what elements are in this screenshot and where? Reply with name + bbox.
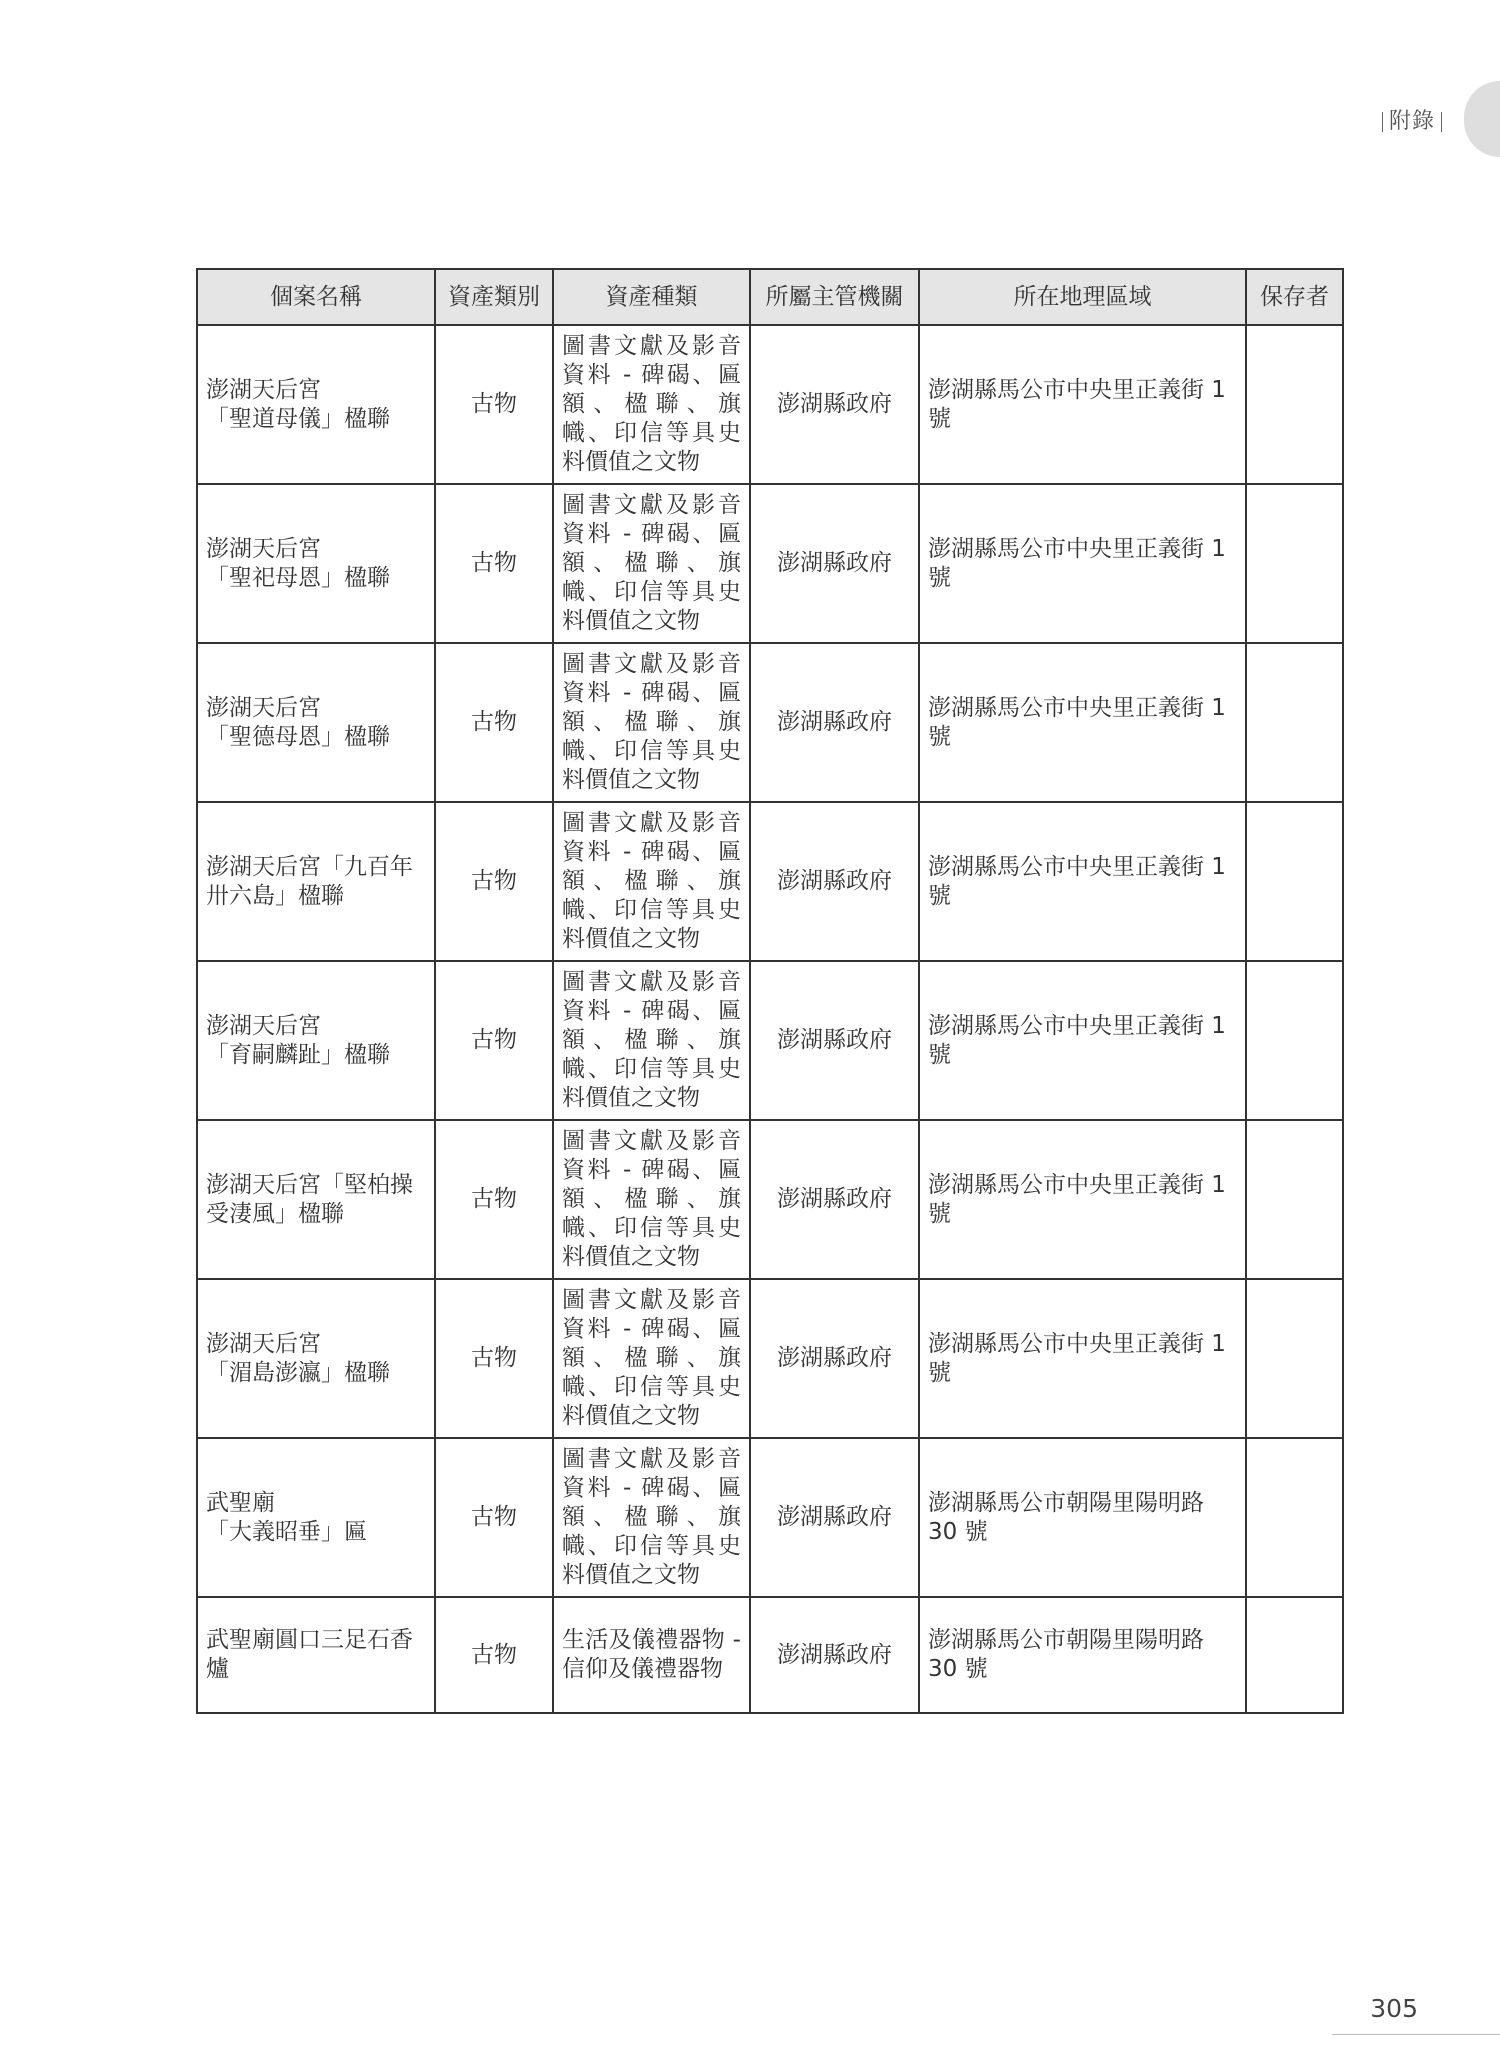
label-divider-right xyxy=(1441,112,1442,132)
keeper-cell xyxy=(1246,484,1343,643)
location-cell: 澎湖縣馬公市中央里正義街 1 號 xyxy=(919,1279,1246,1438)
asset-category-cell: 古物 xyxy=(435,484,553,643)
header-asset-type: 資產種類 xyxy=(553,269,750,325)
keeper-cell xyxy=(1246,1120,1343,1279)
case-name-line: 「湄島澎瀛」楹聯 xyxy=(206,1359,390,1386)
asset-type-cell: 圖書文獻及影音資料 - 碑碣、匾額、楹聯、旗幟、印信等具史料價值之文物 xyxy=(553,1279,750,1438)
location-cell: 澎湖縣馬公市中央里正義街 1 號 xyxy=(919,802,1246,961)
keeper-cell xyxy=(1246,1279,1343,1438)
section-title: 附錄 xyxy=(1388,108,1435,134)
location-cell: 澎湖縣馬公市朝陽里陽明路 30 號 xyxy=(919,1597,1246,1713)
case-name-cell xyxy=(197,961,435,1120)
asset-type-cell: 圖書文獻及影音資料 - 碑碣、匾額、楹聯、旗幟、印信等具史料價值之文物 xyxy=(553,1120,750,1279)
asset-type-cell: 圖書文獻及影音資料 - 碑碣、匾額、楹聯、旗幟、印信等具史料價值之文物 xyxy=(553,484,750,643)
header-keeper: 保存者 xyxy=(1246,269,1343,325)
case-name-line: 澎湖天后宮 xyxy=(206,1330,321,1357)
table-row xyxy=(197,1120,1343,1279)
agency-cell: 澎湖縣政府 xyxy=(750,325,919,484)
table-row xyxy=(197,1438,1343,1597)
asset-type-cell: 圖書文獻及影音資料 - 碑碣、匾額、楹聯、旗幟、印信等具史料價值之文物 xyxy=(553,961,750,1120)
location-cell: 澎湖縣馬公市朝陽里陽明路 30 號 xyxy=(919,1438,1246,1597)
case-name-line: 澎湖天后宮 xyxy=(206,535,321,562)
section-label xyxy=(1376,104,1448,135)
section-tab xyxy=(1376,96,1500,142)
case-name-cell xyxy=(197,325,435,484)
case-name-line: 澎湖天后宮「九百年卅六島」楹聯 xyxy=(206,853,413,909)
agency-cell: 澎湖縣政府 xyxy=(750,1597,919,1713)
case-name-line: 澎湖天后宮「堅柏操受淒風」楹聯 xyxy=(206,1171,413,1227)
table-row xyxy=(197,325,1343,484)
asset-category-cell: 古物 xyxy=(435,802,553,961)
location-cell: 澎湖縣馬公市中央里正義街 1 號 xyxy=(919,484,1246,643)
agency-cell: 澎湖縣政府 xyxy=(750,1438,919,1597)
case-name-cell xyxy=(197,1438,435,1597)
heritage-table xyxy=(196,268,1344,1714)
table-body xyxy=(197,325,1343,1713)
keeper-cell xyxy=(1246,1597,1343,1713)
asset-category-cell: 古物 xyxy=(435,643,553,802)
asset-category-cell: 古物 xyxy=(435,1120,553,1279)
case-name-line: 「聖道母儀」楹聯 xyxy=(206,405,390,432)
keeper-cell xyxy=(1246,643,1343,802)
header-case-name: 個案名稱 xyxy=(197,269,435,325)
asset-type-cell: 圖書文獻及影音資料 - 碑碣、匾額、楹聯、旗幟、印信等具史料價值之文物 xyxy=(553,802,750,961)
agency-cell: 澎湖縣政府 xyxy=(750,961,919,1120)
footer-rule xyxy=(1332,2034,1500,2035)
case-name-line: 澎湖天后宮 xyxy=(206,694,321,721)
case-name-line: 「育嗣麟趾」楹聯 xyxy=(206,1041,390,1068)
table-row xyxy=(197,1279,1343,1438)
label-divider-left xyxy=(1382,112,1383,132)
asset-category-cell: 古物 xyxy=(435,325,553,484)
case-name-line: 武聖廟 xyxy=(206,1489,275,1516)
case-name-line: 「聖祀母恩」楹聯 xyxy=(206,564,390,591)
asset-category-cell: 古物 xyxy=(435,1279,553,1438)
header-agency: 所屬主管機關 xyxy=(750,269,919,325)
location-cell: 澎湖縣馬公市中央里正義街 1 號 xyxy=(919,325,1246,484)
location-cell: 澎湖縣馬公市中央里正義街 1 號 xyxy=(919,643,1246,802)
keeper-cell xyxy=(1246,1438,1343,1597)
case-name-cell xyxy=(197,1279,435,1438)
asset-category-cell: 古物 xyxy=(435,1597,553,1713)
header-location: 所在地理區域 xyxy=(919,269,1246,325)
agency-cell: 澎湖縣政府 xyxy=(750,1279,919,1438)
location-cell: 澎湖縣馬公市中央里正義街 1 號 xyxy=(919,1120,1246,1279)
agency-cell: 澎湖縣政府 xyxy=(750,802,919,961)
section-tab-marker xyxy=(1464,81,1500,157)
case-name-line: 澎湖天后宮 xyxy=(206,376,321,403)
case-name-cell xyxy=(197,484,435,643)
asset-type-cell: 圖書文獻及影音資料 - 碑碣、匾額、楹聯、旗幟、印信等具史料價值之文物 xyxy=(553,1438,750,1597)
asset-category-cell: 古物 xyxy=(435,1438,553,1597)
case-name-line: 「聖德母恩」楹聯 xyxy=(206,723,390,750)
case-name-cell xyxy=(197,1120,435,1279)
asset-category-cell: 古物 xyxy=(435,961,553,1120)
asset-type-cell: 圖書文獻及影音資料 - 碑碣、匾額、楹聯、旗幟、印信等具史料價值之文物 xyxy=(553,325,750,484)
table-row xyxy=(197,484,1343,643)
location-cell: 澎湖縣馬公市中央里正義街 1 號 xyxy=(919,961,1246,1120)
agency-cell: 澎湖縣政府 xyxy=(750,1120,919,1279)
table-row xyxy=(197,1597,1343,1713)
case-name-line: 武聖廟圓口三足石香爐 xyxy=(206,1627,413,1682)
case-name-cell xyxy=(197,802,435,961)
table-row xyxy=(197,643,1343,802)
case-name-cell xyxy=(197,643,435,802)
keeper-cell xyxy=(1246,325,1343,484)
keeper-cell xyxy=(1246,961,1343,1120)
agency-cell: 澎湖縣政府 xyxy=(750,643,919,802)
page-number: 305 xyxy=(1370,1994,1418,2023)
asset-type-cell: 圖書文獻及影音資料 - 碑碣、匾額、楹聯、旗幟、印信等具史料價值之文物 xyxy=(553,643,750,802)
agency-cell: 澎湖縣政府 xyxy=(750,484,919,643)
table-row xyxy=(197,961,1343,1120)
table-row xyxy=(197,802,1343,961)
asset-type-cell: 生活及儀禮器物 - 信仰及儀禮器物 xyxy=(553,1597,750,1713)
keeper-cell xyxy=(1246,802,1343,961)
table-header-row xyxy=(197,269,1343,325)
header-asset-category: 資產類別 xyxy=(435,269,553,325)
case-name-cell xyxy=(197,1597,435,1713)
case-name-line: 澎湖天后宮 xyxy=(206,1012,321,1039)
case-name-line: 「大義昭垂」匾 xyxy=(206,1518,367,1545)
